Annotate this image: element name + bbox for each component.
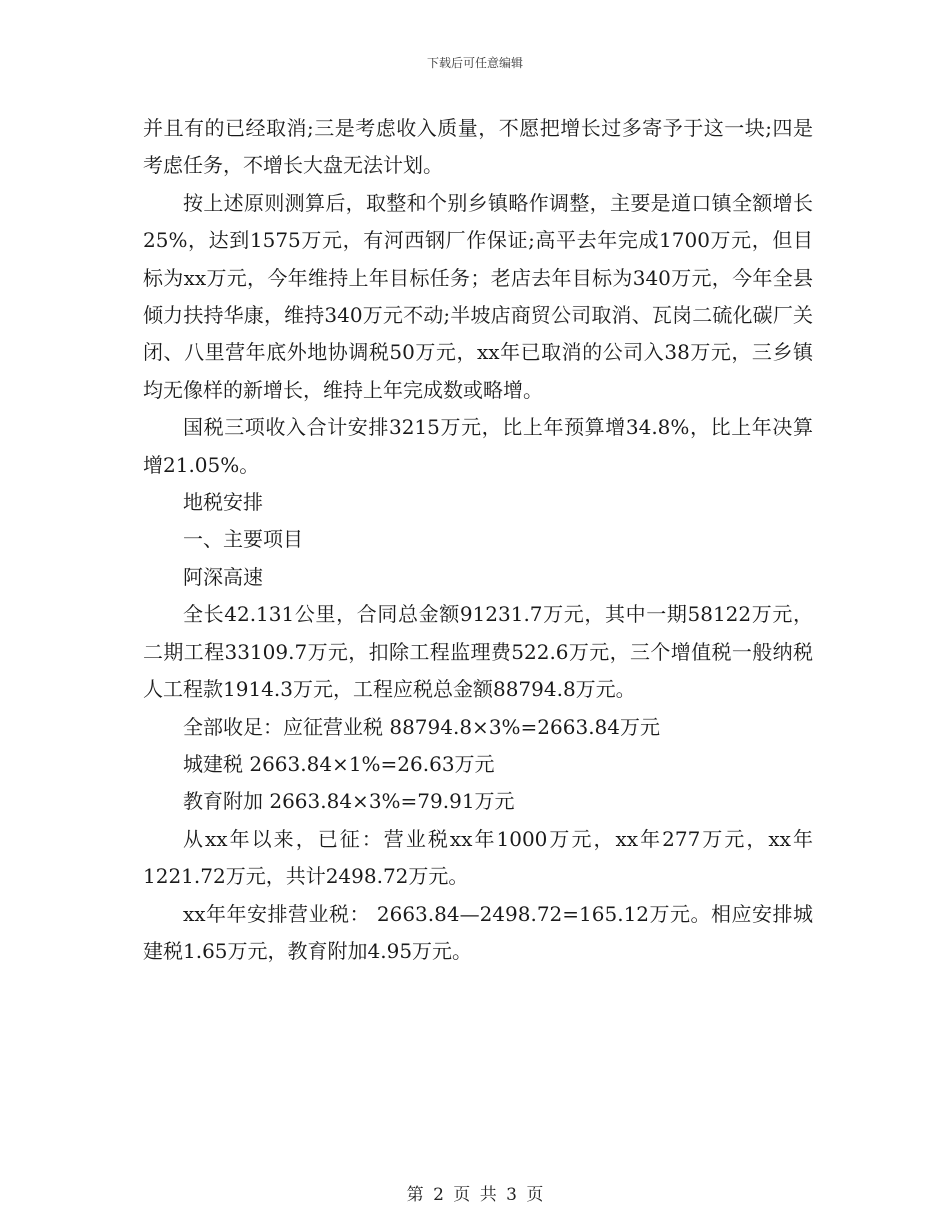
paragraph-collected: 从xx年以来，已征：营业税xx年1000万元，xx年277万元，xx年1221.72万元，共计2498.72万元。	[143, 826, 813, 889]
paragraph-1: 并且有的已经取消;三是考虑收入质量，不愿把增长过多寄予于这一块;四是考虑任务，不增长大盘无法计划。	[143, 116, 813, 178]
formula-education-surcharge: 教育附加 2663.84×3%=79.91万元	[183, 789, 515, 814]
page-header-note: 下载后可任意编辑	[426, 56, 523, 70]
paragraph-3: 国税三项收入合计安排3215万元，比上年预算增34.8%，比上年决算增21.05%。	[143, 415, 813, 477]
project-title: 阿深高速	[183, 564, 263, 589]
page-number: 第 2 页 共 3 页	[406, 1185, 544, 1205]
paragraph-project-detail: 全长42.131公里，合同总金额91231.7万元，其中一期58122万元，二期工程33109.7万元，扣除工程监理费522.6万元，三个增值税一般纳税人工程款1914.3万元，工程应税总金额88794.8万元。	[143, 602, 813, 702]
paragraph-2: 按上述原则测算后，取整和个别乡镇略作调整，主要是道口镇全额增长25%，达到1575万元，有河西钢厂作保证;高平去年完成1700万元，但目标为xx万元，今年维持上年目标任务；老店去年目标为340万元，今年全县倾力扶持华康，维持340万元不动;半坡店商贸公司取消、瓦岗二硫化碳厂关闭、八里营年底外地协调税50万元，xx年已取消的公司入38万元，三乡镇均无像样的新增长，维持上年完成数或略增。	[143, 190, 813, 402]
formula-city-tax: 城建税 2663.84×1%=26.63万元	[183, 751, 495, 776]
section-heading-local-tax: 地税安排	[183, 490, 263, 515]
section-heading-main-projects: 一、主要项目	[183, 527, 303, 552]
paragraph-arrangement: xx年年安排营业税： 2663.84—2498.72=165.12万元。相应安排城建税1.65万元，教育附加4.95万元。	[143, 901, 813, 963]
formula-business-tax: 全部收足：应征营业税 88794.8×3%=2663.84万元	[183, 714, 661, 739]
document-body	[143, 110, 813, 970]
